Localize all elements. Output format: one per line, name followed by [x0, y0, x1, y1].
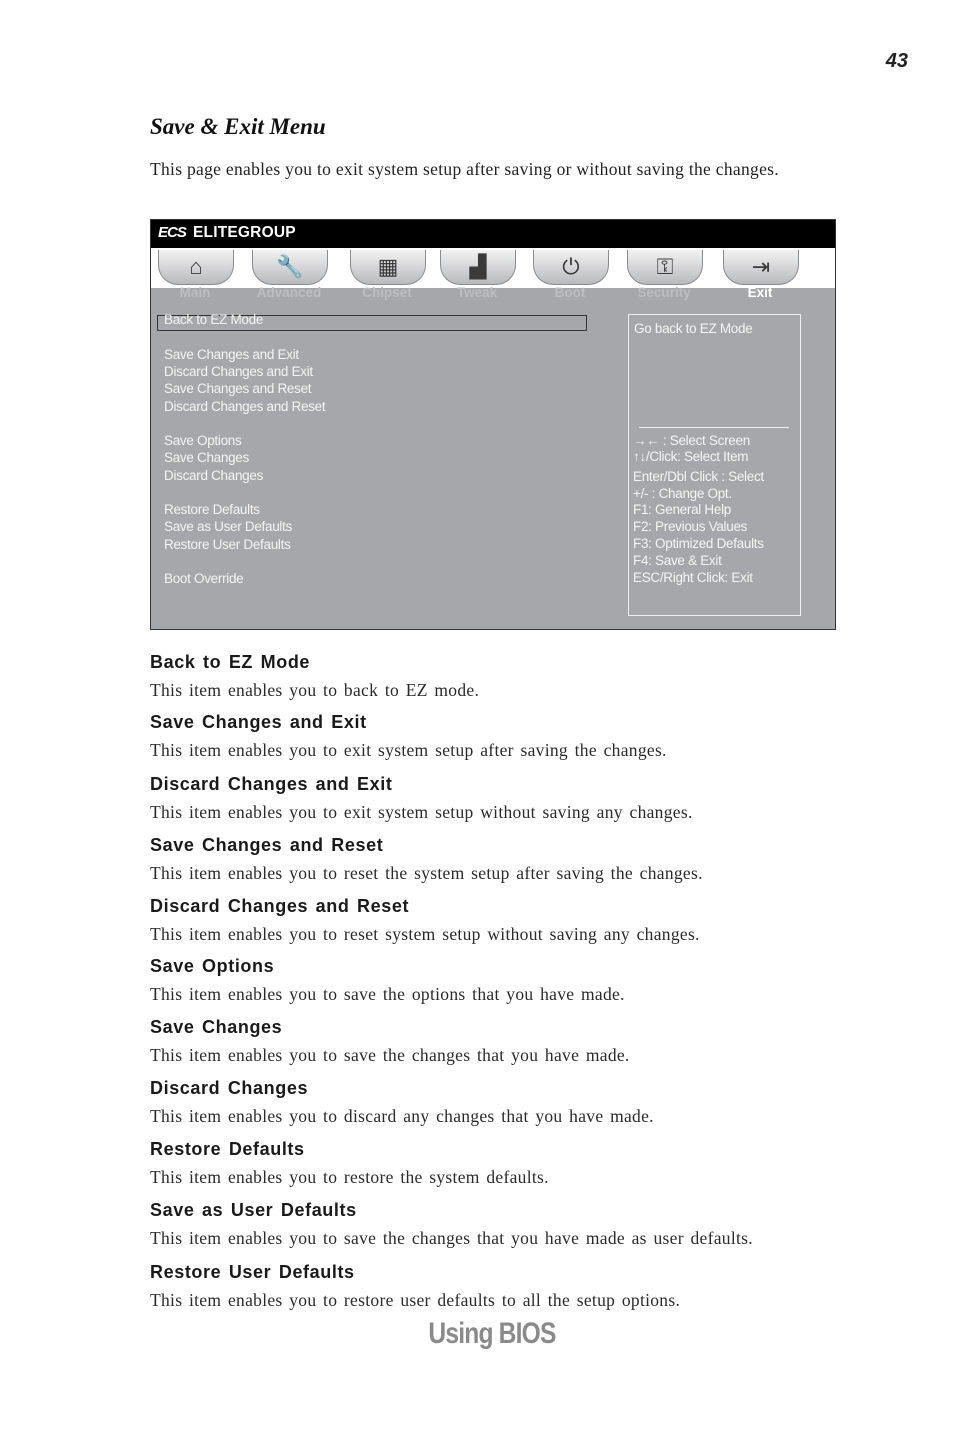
bios-menu-item[interactable]: Back to EZ Mode: [164, 312, 264, 327]
key-help-line: Enter/Dbl Click : Select: [633, 469, 764, 484]
help-panel: [628, 314, 801, 616]
tab-label: Main: [179, 285, 211, 300]
description-heading: Save Changes: [150, 1017, 283, 1037]
bios-menu-item[interactable]: Save Options: [164, 433, 242, 448]
tab-label: Exit: [747, 285, 773, 300]
key-help-line: F1: General Help: [633, 502, 731, 517]
description-heading: Save Changes and Reset: [150, 835, 384, 855]
tab-label: Advanced: [256, 285, 322, 300]
tab-security[interactable]: [617, 248, 711, 304]
help-text: Go back to EZ Mode: [634, 321, 753, 336]
description-text: This item enables you to discard any changes that you have made.: [150, 1106, 654, 1126]
bios-menu-item[interactable]: Save Changes and Reset: [164, 381, 312, 396]
tab-exit[interactable]: [713, 248, 807, 304]
tab-advanced[interactable]: [242, 248, 336, 304]
bios-menu-item[interactable]: Save Changes: [164, 450, 249, 465]
wrench-icon: 🔧: [252, 250, 328, 285]
description-text: This item enables you to restore user defaults to all the setup options.: [150, 1290, 681, 1310]
key-help-line: ↑↓/Click: Select Item: [633, 449, 749, 464]
key-help-line: F3: Optimized Defaults: [633, 536, 764, 551]
bios-header: [151, 220, 835, 248]
description-heading: Save as User Defaults: [150, 1200, 357, 1220]
description-text: This item enables you to reset the system setup after saving the changes.: [150, 863, 703, 883]
bios-menu-item[interactable]: Discard Changes and Exit: [164, 364, 313, 379]
description-text: This item enables you to reset system setup without saving any changes.: [150, 924, 700, 944]
key-help-line: F2: Previous Values: [633, 519, 748, 534]
footer-title: Using BIOS: [428, 1317, 556, 1350]
home-icon: ⌂: [158, 250, 234, 285]
description-heading: Discard Changes: [150, 1078, 309, 1098]
tab-chipset[interactable]: [340, 248, 434, 304]
description-heading: Discard Changes and Exit: [150, 774, 393, 794]
description-heading: Restore User Defaults: [150, 1262, 355, 1282]
description-heading: Discard Changes and Reset: [150, 896, 410, 916]
section-title: Save & Exit Menu: [150, 114, 326, 139]
description-text: This item enables you to save the changes that you have made.: [150, 1045, 630, 1065]
ecs-logo: ECS: [158, 224, 186, 241]
description-heading: Save Changes and Exit: [150, 712, 367, 732]
power-icon: ⏻: [533, 250, 609, 285]
tab-main[interactable]: [150, 248, 242, 304]
key-help-line: →← : Select Screen: [633, 433, 750, 448]
bios-menu-item[interactable]: Save Changes and Exit: [164, 347, 299, 362]
bios-menu-item[interactable]: Discard Changes and Reset: [164, 399, 326, 414]
intro-paragraph: This page enables you to exit system setup after saving or without saving the changes.: [150, 159, 779, 179]
key-help-line: F4: Save & Exit: [633, 553, 722, 568]
description-heading: Save Options: [150, 956, 275, 976]
tab-label: Security: [637, 285, 691, 300]
key-help-line: +/- : Change Opt.: [633, 486, 732, 501]
bios-brand: ELITEGROUP: [193, 224, 296, 241]
description-text: This item enables you to save the options that you have made.: [150, 984, 625, 1004]
bios-tabs: [151, 248, 835, 304]
tab-label: Boot: [554, 285, 586, 300]
description-text: This item enables you to back to EZ mode.: [150, 680, 480, 700]
tab-label: Tweak: [456, 285, 498, 300]
chip-icon: ▦: [350, 250, 426, 285]
bios-menu-item[interactable]: Boot Override: [164, 571, 244, 586]
help-divider: [639, 427, 789, 428]
page-number: 43: [885, 50, 908, 72]
description-heading: Restore Defaults: [150, 1139, 305, 1159]
description-heading: Back to EZ Mode: [150, 652, 311, 672]
description-text: This item enables you to exit system setup after saving the changes.: [150, 740, 667, 760]
key-icon: ⚿: [627, 250, 703, 285]
tab-label: Chipset: [362, 285, 412, 300]
bios-menu-item[interactable]: Save as User Defaults: [164, 519, 293, 534]
key-help-line: ESC/Right Click: Exit: [633, 570, 753, 585]
bios-menu-item[interactable]: Discard Changes: [164, 468, 264, 483]
tab-tweak[interactable]: [430, 248, 524, 304]
exit-door-icon: ⇥: [723, 250, 799, 285]
bios-menu-item[interactable]: Restore User Defaults: [164, 537, 291, 552]
description-text: This item enables you to restore the system defaults.: [150, 1167, 549, 1187]
performance-chart-icon: ▟: [440, 250, 516, 285]
description-text: This item enables you to save the changes that you have made as user defaults.: [150, 1228, 753, 1248]
bios-screenshot: [150, 219, 836, 630]
tab-boot[interactable]: [523, 248, 617, 304]
description-text: This item enables you to exit system setup without saving any changes.: [150, 802, 693, 822]
bios-menu-item[interactable]: Restore Defaults: [164, 502, 260, 517]
